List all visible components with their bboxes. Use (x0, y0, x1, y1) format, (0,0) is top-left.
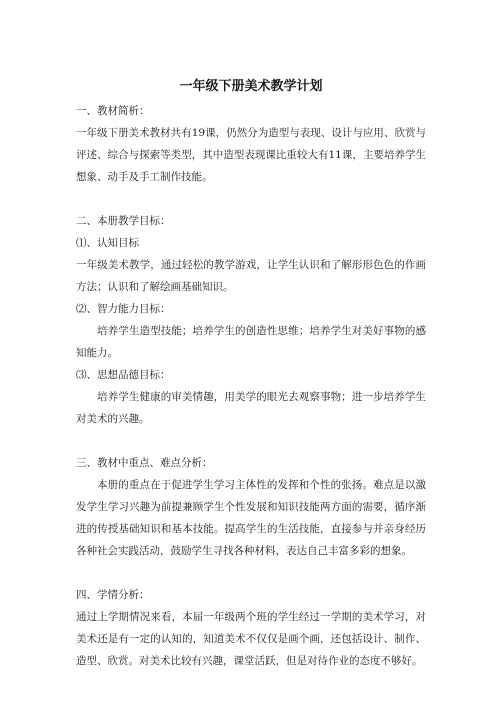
cognitive-goal-title: ⑴、认知目标 (76, 237, 139, 249)
document-page (76, 78, 426, 672)
moral-goal-body: 培养学生健康的审美情趣，用美学的眼光去观察事物；进一步培养学生对美术的兴趣。 (76, 391, 426, 425)
section-2-heading: 二、本册教学目标： (76, 215, 171, 227)
section-3-body: 本册的重点在于促进学生学习主体性的发挥和个性的张扬。难点是以激发学生学习兴趣为前提兼顾学生个性发展和知识技能两方面的需要，循序渐进的传授基础知识和基本技能。提高学生的生活技能，直接参与并亲身经历各种社会实践活动，鼓励学生寻找各种材料，表达自己丰富多彩的想象。 (76, 479, 426, 557)
document-title: 一年级下册美术教学计划 (179, 79, 323, 94)
ability-goal-body: 培养学生造型技能；培养学生的创造性思维；培养学生对美好事物的感知能力。 (76, 325, 426, 359)
spacer (76, 188, 426, 210)
spacer (76, 430, 426, 452)
moral-goal-title: ⑶、思想品德目标： (76, 369, 171, 381)
section-1-body: 一年级下册美术教材共有19课，仍然分为造型与表现、设计与应用、欣赏与评述、综合与探索等类型，其中造型表现课比重较大有11课，主要培养学生想象、动手及手工制作技能。 (76, 127, 426, 183)
section-1-heading: 一、教材简析： (76, 105, 150, 117)
section-4-body: 通过上学期情况来看，本届一年级两个班的学生经过一学期的美术学习，对美术还是有一定的认知的，知道美术不仅仅是画个画，还包括设计、制作、造型、欣赏。对美术比较有兴趣，课堂活跃，但是对待作业的态度不够好。 (76, 611, 426, 667)
spacer (76, 562, 426, 584)
ability-goal-title: ⑵、智力能力目标： (76, 303, 171, 315)
section-3-heading: 三、教材中重点、难点分析： (76, 457, 213, 469)
section-4-heading: 四、学情分析： (76, 589, 150, 601)
cognitive-goal-body: 一年级美术教学，通过轻松的教学游戏，让学生认识和了解形形色色的作画方法；认识和了解绘画基础知识。 (76, 259, 426, 293)
